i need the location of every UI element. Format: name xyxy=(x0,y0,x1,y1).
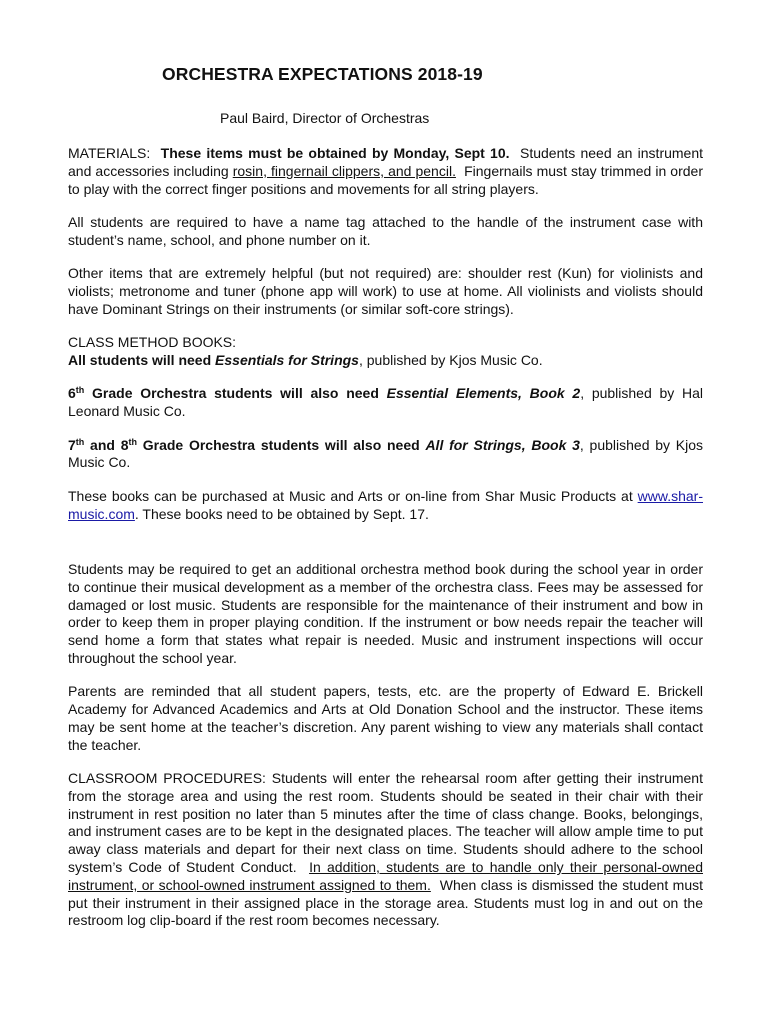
sixth-grade-suffix: , published by Hal Leonard Music Co. xyxy=(68,385,704,420)
all-students-book-line xyxy=(68,352,703,370)
sixth-grade-number: 6th xyxy=(68,385,85,402)
all-students-prefix: All students will need xyxy=(68,351,212,368)
seventh-eighth-grade-book-line xyxy=(68,437,703,473)
name-tag-paragraph: All students are required to have a name tag attached to the handle of the instrument case with student’s name, school, and phone number on it. xyxy=(68,213,703,248)
director-line: Paul Baird, Director of Orchestras xyxy=(220,110,430,126)
procedures-text-2: When class is dismissed the student must put their instrument in their assigned place in the storage area. Students must log in and out on the restroom log clip-board if the rest room becomes necessary. xyxy=(68,876,703,929)
seventh-eighth-prefix: Grade Orchestra students will also need xyxy=(142,436,420,453)
sixth-grade-book-line xyxy=(68,385,703,421)
procedures-paragraph xyxy=(68,770,703,930)
purchase-text: These books can be purchased at Music and Arts or on-line from Shar Music Products at xyxy=(68,487,633,504)
materials-text-2: Fingernails must stay trimmed in order to play with the correct finger positions and movements for all string players. xyxy=(68,162,703,197)
sixth-grade-prefix: Grade Orchestra students will also need xyxy=(92,385,379,402)
eighth-grade-number: 8th xyxy=(120,436,137,453)
seventh-eighth-book-title: All for Strings, Book 3 xyxy=(425,436,580,453)
materials-label: MATERIALS: xyxy=(68,145,151,161)
document-body xyxy=(68,145,703,946)
purchase-paragraph xyxy=(68,488,703,524)
procedures-underlined: In addition, students are to handle only their personal-owned instrument, or school-owned instrument assigned to them. xyxy=(68,859,703,893)
helpful-items-paragraph: Other items that are extremely helpful (but not required) are: shoulder rest (Kun) for violinists and violists; metronome and tuner (phone app will work) to use at home. All violinists and violists should have Dominant Strings on their instruments (or similar soft-core strings). xyxy=(68,265,703,317)
materials-paragraph xyxy=(68,145,703,198)
procedures-text-1: CLASSROOM PROCEDURES: Students will enter the rehearsal room after getting their instrument from the storage area and using the rest room. Students should be seated in their chair with their instrument in rest position no later than 5 minutes after the time of class change. Books, belongings, and instrument cases are to be kept in the designated places. The teacher will allow ample time to put away class materials and depart for their next class on time. Students should adhere to the school system’s Code of Student Conduct. xyxy=(68,770,703,876)
seventh-grade-number: 7th xyxy=(68,436,85,453)
materials-accessories: rosin, fingernail clippers, and pencil. xyxy=(232,162,456,179)
seventh-eighth-suffix: , published by Kjos Music Co. xyxy=(68,436,704,471)
page-title: ORCHESTRA EXPECTATIONS 2018-19 xyxy=(162,64,483,84)
method-books-heading: CLASS METHOD BOOKS: xyxy=(68,334,237,351)
shar-music-link[interactable]: www.shar-music.com xyxy=(68,487,703,522)
and-word: and xyxy=(90,436,115,453)
additional-book-paragraph: Students may be required to get an additional orchestra method book during the school year in order to continue their musical development as a member of the orchestra class. Fees may be assessed for damaged or lost music. Students are responsible for the maintenance of their instrument and bow in order to keep them in proper playing condition. If the instrument or bow needs repair the teacher will send home a form that states what repair is needed. Music and instrument inspections will occur throughout the school year. xyxy=(68,560,703,666)
materials-text-1: Students need an instrument and accessories including xyxy=(68,145,704,179)
sixth-grade-book-title: Essential Elements, Book 2 xyxy=(386,385,581,402)
purchase-deadline: . These books need to be obtained by Sept. 17. xyxy=(134,505,429,522)
property-paragraph: Parents are reminded that all student papers, tests, etc. are the property of Edward E. Brickell Academy for Advanced Academics and Arts at Old Donation School and the instructor. These items may be sent home at the teacher’s discretion. Any parent wishing to view any materials shall contact the teacher. xyxy=(68,683,703,753)
materials-deadline: These items must be obtained by Monday, Sept 10. xyxy=(160,145,510,161)
spacer xyxy=(68,539,703,561)
all-students-book-title: Essentials for Strings xyxy=(215,351,359,368)
all-students-suffix: , published by Kjos Music Co. xyxy=(358,351,543,368)
